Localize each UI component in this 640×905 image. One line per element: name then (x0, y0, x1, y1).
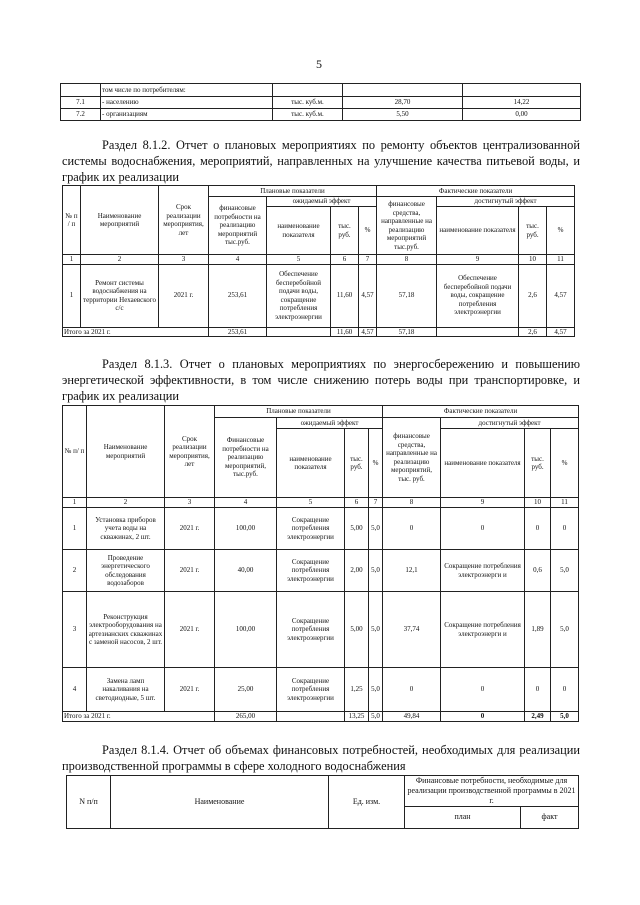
table-row: 4 Замена ламп накаливания на светодиодные, 5 шт. 2021 г. 25,00 Сокращение потребления электроэнергии 1,25 5,0 0 0 0 0 (63, 668, 579, 712)
subheader-cell: том числе по потребителям: (101, 84, 273, 97)
table-row: 7.1 - населению тыс. куб.м. 28,70 14,22 (61, 97, 581, 109)
table-8-1-3: № п/ п Наименование мероприятий Срок реализации мероприятия, лет Плановые показатели Фактические показатели Финансовые потребности на реализацию мероприятий, тыс.руб. ожидаемый эффект финансовые средства, направленные на реализацию мероприятий, тыс. руб. достигнутый эффект наименование показателя тыс. руб. % наименование показателя тыс. руб. % 1 2 3 4 5 6 7 8 9 10 11 1 Установка приборов учета воды на скважинах, 2 шт. 2021 г. 100,00 Сокращение потребления электроэнергии 5,00 5,0 0 0 0 0 2 Проведение энергетического обследования водозаборов 2021 г. 40,00 Сокращение потребления электроэнергии 2,00 5,0 12,1 Сокращение потребления электроэнерги и 0,6 5,0 3 Реконструкция электрооборудования на артезианских скважинах с заменой насосов, 2 шт. 2021 г. 100,00 Сокращение потребления электроэнергии 5,00 5,0 37,74 Сокращение потребления электроэнерги и 1,89 5,0 4 Замена ламп накаливания на светодиодные, 5 шт. 2021 г. 25,00 Сокращение потребления электроэнергии 1,25 5,0 0 0 0 0 Итого за 2021 г. 265,00 13,25 5,0 49,84 0 2,49 5,0 (62, 405, 579, 722)
total-row: Итого за 2021 г. 265,00 13,25 5,0 49,84 0 2,49 5,0 (63, 712, 579, 722)
table-row: 1 Установка приборов учета воды на скважинах, 2 шт. 2021 г. 100,00 Сокращение потребления электроэнергии 5,00 5,0 0 0 0 0 (63, 508, 579, 550)
table-continuation (60, 83, 581, 121)
page-number: 5 (316, 57, 322, 71)
total-row: Итого за 2021 г. 253,61 11,60 4,57 57,18 2,6 4,57 (63, 327, 575, 337)
section-8-1-2-title: Раздел 8.1.2. Отчет о плановых мероприятиях по ремонту объектов централизованной системы водоснабжения, мероприятий, направленных на улучшение качества питьевой воды, и график их реализации (62, 138, 580, 184)
table-row: 3 Реконструкция электрооборудования на артезианских скважинах с заменой насосов, 2 шт. 2021 г. 100,00 Сокращение потребления электроэнергии 5,00 5,0 37,74 Сокращение потребления электроэнерги и 1,89 5,0 (63, 592, 579, 668)
section-8-1-4-title: Раздел 8.1.4. Отчет об объемах финансовых потребностей, необходимых для реализации производственной программы в сфере холодного водоснабжения (62, 743, 580, 773)
table-row: 1 Ремонт системы водоснабжения на территории Нехаевского с/с 2021 г. 253,61 Обеспечение бесперебойной подачи воды, сокращение потребления электроэнергии 11,60 4,57 57,18 Обеспечение бесперебойной подачи воды, сокращение потребления электроэнергии 2,6 4,57 (63, 264, 575, 327)
table-row: 7.2 - организациям тыс. куб.м. 5,50 0,00 (61, 109, 581, 121)
column-numbers-row: 1 2 3 4 5 6 7 8 9 10 11 (63, 255, 575, 265)
table-row: 2 Проведение энергетического обследования водозаборов 2021 г. 40,00 Сокращение потребления электроэнергии 2,00 5,0 12,1 Сокращение потребления электроэнерги и 0,6 5,0 (63, 550, 579, 592)
column-numbers-row: 1 2 3 4 5 6 7 8 9 10 11 (63, 498, 579, 508)
table-8-1-4: N п/п Наименование Ед. изм. Финансовые потребности, необходимые для реализации производственной программы в 2021 г. план факт (66, 775, 579, 829)
section-8-1-3-title: Раздел 8.1.3. Отчет о плановых мероприятиях по энергосбережению и повышению энергетической эффективности, в том числе снижению потерь воды при транспортировке, и график их реализации (62, 357, 580, 403)
table-8-1-2: № п / п Наименование мероприятий Срок реализации мероприятия, лет Плановые показатели Фактические показатели финансовые потребности на реализацию мероприятий тыс.руб. ожидаемый эффект финансовые средства, направленные на реализацию мероприятий тыс.руб. достигнутый эффект наименование показателя тыс. руб. % наименование показателя тыс. руб. % 1 2 3 4 5 6 7 8 9 10 11 1 Ремонт системы водоснабжения на территории Нехаевского с/с 2021 г. 253,61 Обеспечение бесперебойной подачи воды, сокращение потребления электроэнергии 11,60 4,57 57,18 Обеспечение бесперебойной подачи воды, сокращение потребления электроэнергии 2,6 4,57 Итого за 2021 г. 253,61 11,60 4,57 57,18 2,6 4,57 (62, 185, 575, 337)
